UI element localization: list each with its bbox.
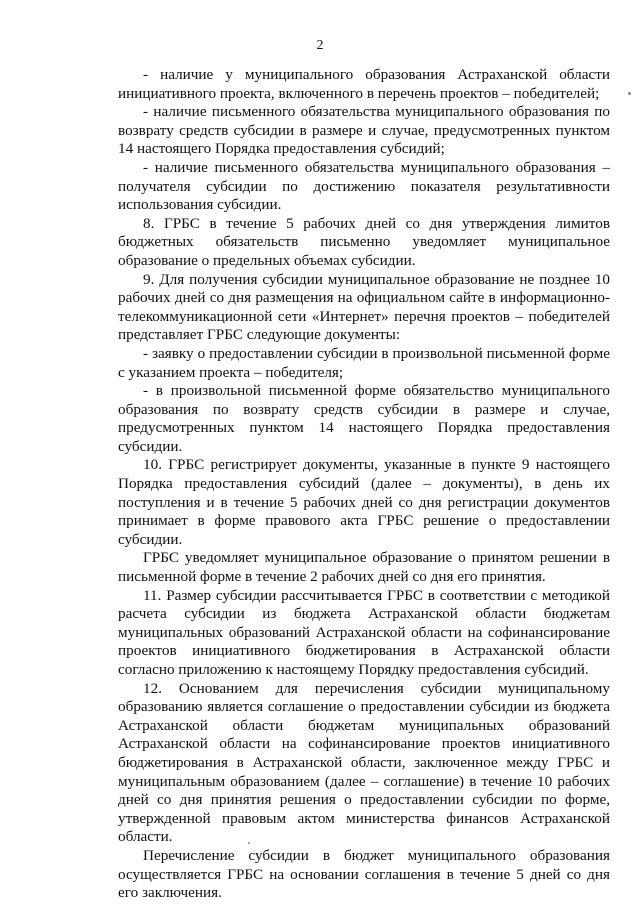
- paragraph-item-10: 10. ГРБС регистрирует документы, указанные в пункте 9 настоящего Порядка предоставления субсидий (далее – документы), в день их поступления и в течение 5 рабочих дней со дня регистрации документов принимает в форме правового акта ГРБС решение о предоставлении субсидии.: [118, 456, 610, 548]
- paragraph-item-9: 9. Для получения субсидии муниципальное образование не позднее 10 рабочих дней со дня размещения на официальном сайте в информационно-телекоммуникационной сети «Интернет» перечня проектов – победителей представляет ГРБС следующие документы:: [118, 270, 610, 344]
- paragraph-document-application: - заявку о предоставлении субсидии в произвольной письменной форме с указанием проекта – победителя;: [118, 344, 610, 381]
- scan-speck: [248, 842, 250, 844]
- paragraph-condition-performance-obligation: - наличие письменного обязательства муниципального образования – получателя субсидии по достижению показателя результативности использования субсидии.: [118, 158, 610, 214]
- paragraph-item-12: 12. Основанием для перечисления субсидии муниципальному образованию является соглашение о предоставлении субсидии из бюджета Астраханской области бюджетам муниципальных образований Астраханской области на софинансирование проектов инициативного бюджетирования в Астраханской области, заключенное между ГРБС и муниципальным образованием (далее – соглашение) в течение 10 рабочих дней со дня принятия решения о предоставлении субсидии по форме, утвержденной правовым актом министерства финансов Астраханской области.: [118, 679, 610, 846]
- document-body: [118, 66, 610, 903]
- paragraph-condition-refund-obligation: - наличие письменного обязательства муниципального образования по возврату средств субсидии в размере и случае, предусмотренных пунктом 14 настоящего Порядка предоставления субсидий;: [118, 103, 610, 158]
- paragraph-item-8: 8. ГРБС в течение 5 рабочих дней со дня утверждения лимитов бюджетных обязательств письменно уведомляет муниципальное образование о предельных объемах субсидии.: [118, 214, 610, 269]
- paragraph-transfer: Перечисление субсидии в бюджет муниципального образования осуществляется ГРБС на основании соглашения в течение 5 дней со дня его заключения.: [118, 846, 610, 902]
- scan-speck: [628, 92, 631, 95]
- paragraph-decision-notice: ГРБС уведомляет муниципальное образование о принятом решении в письменной форме в течение 2 рабочих дней со дня его принятия.: [118, 549, 610, 586]
- paragraph-item-11: 11. Размер субсидии рассчитывается ГРБС в соответствии с методикой расчета субсидии из бюджета Астраханской области бюджетам муниципальных образований Астраханской области на софинансирование проектов инициативного бюджетирования в Астраханской области согласно приложению к настоящему Порядку предоставления субсидий.: [118, 586, 610, 678]
- paragraph-document-refund-obligation: - в произвольной письменной форме обязательство муниципального образования по возврату средств субсидии в размере и случае, предусмотренных пунктом 14 настоящего Порядка предоставления субсидии.: [118, 382, 610, 455]
- page-number: 2: [316, 38, 324, 53]
- paragraph-condition-initiative-project: - наличие у муниципального образования Астраханской области инициативного проекта, включенного в перечень проектов – победителей;: [118, 66, 610, 102]
